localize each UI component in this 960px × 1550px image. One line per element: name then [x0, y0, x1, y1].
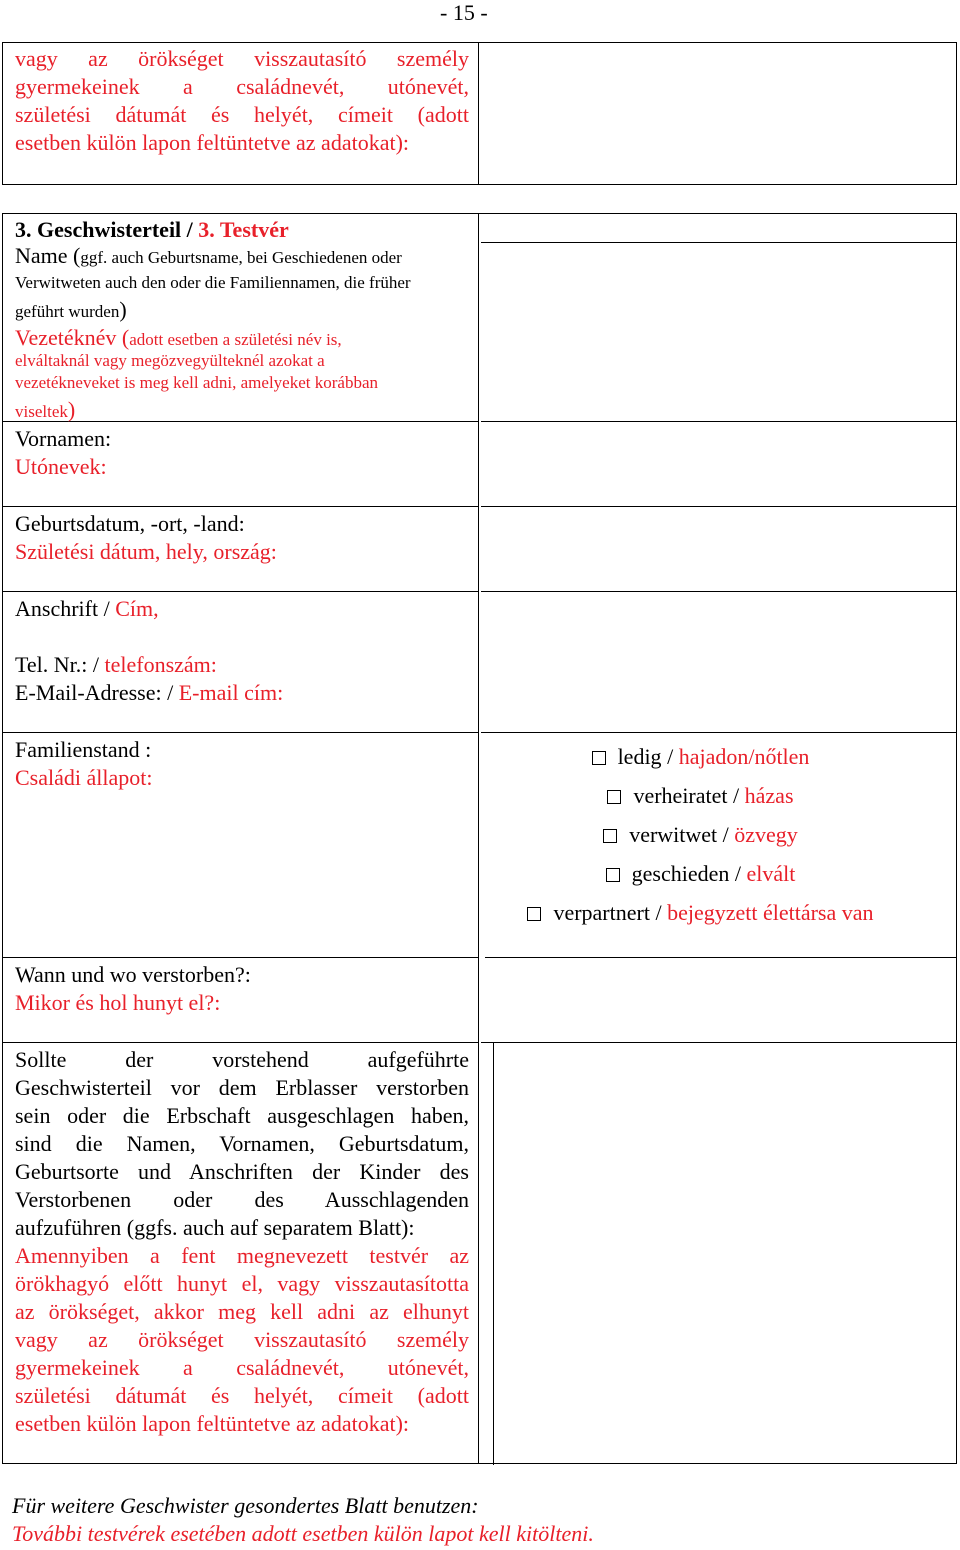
option-de: geschieden — [631, 861, 730, 886]
option-sep: / — [649, 900, 668, 925]
name-note-hu-3: vezetékneveket is meg kell adni, amelyeket korábban — [15, 373, 378, 392]
name-note-hu-4-row — [15, 396, 75, 424]
status-options-cell — [485, 733, 956, 958]
tel-de: Tel. Nr.: / — [15, 652, 105, 677]
sibling-heading — [15, 216, 289, 244]
heading-hu: 3. Testvér — [198, 217, 289, 242]
firstname-de: Vornamen: — [15, 426, 112, 451]
checkbox-icon[interactable] — [527, 907, 541, 921]
status-option-single[interactable] — [485, 743, 916, 771]
address-hu: Cím, — [115, 596, 159, 621]
address-de: Anschrift / — [15, 596, 116, 621]
option-de: verpartnert — [553, 900, 650, 925]
children-de-line: sein oder die Erbschaft ausgeschlagen haben, — [15, 1103, 469, 1128]
children-text — [15, 1046, 469, 1438]
children-hu-line: örökhagyó előtt hunyt el, vagy visszautasította — [15, 1271, 469, 1296]
checkbox-icon[interactable] — [607, 790, 621, 804]
status-option-married[interactable] — [485, 782, 916, 810]
firstname-cell — [3, 422, 478, 507]
name-input-cell[interactable] — [481, 214, 956, 243]
status-option-widowed[interactable] — [485, 821, 916, 849]
option-de: verheiratet — [633, 783, 728, 808]
page-number: - 15 - — [440, 0, 488, 25]
option-hu: házas — [744, 783, 794, 808]
children-hu-line: születési dátumát és helyét, címeit (adott — [15, 1383, 469, 1408]
name-label-hu: Vezetéknév ( — [15, 325, 130, 350]
children-hu-line: gyermekeinek a családnevét, utónevét, — [15, 1355, 469, 1380]
death-cell — [3, 958, 478, 1043]
top-line: esetben külön lapon feltüntetve az adatokat): — [15, 130, 410, 155]
name-note-hu-1: adott esetben a születési név is, — [129, 330, 342, 349]
children-de-line: Sollte der vorstehend aufgeführte — [15, 1047, 469, 1072]
name-note-hu-4: viseltek — [15, 402, 68, 421]
top-right-cell[interactable] — [481, 43, 956, 184]
heading-sep: / — [181, 217, 199, 242]
option-sep: / — [717, 822, 735, 847]
name-note-de-3-row — [15, 296, 127, 324]
status-cell — [3, 733, 478, 958]
footer-note-hu: További testvérek esetében adott esetben külön lapot kell kitölteni. — [12, 1521, 594, 1546]
top-block-text — [15, 45, 469, 157]
children-de-line: Verstorbenen oder des Ausschlagenden — [15, 1187, 469, 1212]
children-hu-line: vagy az örökséget visszautasító személy — [15, 1327, 469, 1352]
sibling-table — [2, 213, 957, 1464]
email-de: E-Mail-Adresse: / — [15, 680, 179, 705]
children-hu-line: az örökséget, akkor meg kell adni az elhunyt — [15, 1299, 469, 1324]
children-de-line: Geburtsorte und Anschriften der Kinder des — [15, 1159, 469, 1184]
children-hu-line: Amennyiben a fent megnevezett testvér az — [15, 1243, 469, 1268]
death-de: Wann und wo verstorben?: — [15, 962, 251, 987]
heading-de: 3. Geschwisterteil — [15, 217, 182, 242]
checkbox-icon[interactable] — [606, 868, 620, 882]
death-input-cell[interactable] — [481, 958, 956, 1043]
sibling-left-column — [3, 214, 479, 1463]
status-de: Familienstand : — [15, 737, 152, 762]
name-value-cell[interactable] — [481, 243, 956, 422]
top-line: születési dátumát és helyét, címeit (adott — [15, 102, 469, 127]
status-option-divorced[interactable] — [485, 860, 916, 888]
firstname-input-cell[interactable] — [481, 422, 956, 507]
top-line: gyermekeinek a családnevét, utónevét, — [15, 74, 469, 99]
option-sep: / — [661, 744, 679, 769]
name-close-hu: ) — [67, 397, 76, 422]
status-option-partnered[interactable] — [485, 899, 916, 927]
option-hu: bejegyzett élettársa van — [667, 900, 874, 925]
top-continuation-table — [2, 42, 957, 185]
option-hu: hajadon/nőtlen — [678, 744, 810, 769]
children-input-cell[interactable] — [493, 1043, 956, 1465]
top-line: vagy az örökséget visszautasító személy — [15, 46, 469, 71]
email-label — [15, 679, 283, 707]
children-hu-line: esetben külön lapon feltüntetve az adatokat): — [15, 1411, 410, 1436]
birth-hu: Születési dátum, hely, ország: — [15, 539, 277, 564]
option-de: verwitwet — [629, 822, 718, 847]
footer-note-de: Für weitere Geschwister gesondertes Blatt benutzen: — [12, 1493, 479, 1518]
birth-cell — [3, 507, 478, 592]
tel-hu: telefonszám: — [104, 652, 217, 677]
firstname-hu: Utónevek: — [15, 454, 107, 479]
option-sep: / — [729, 861, 747, 886]
birth-de: Geburtsdatum, -ort, -land: — [15, 511, 245, 536]
children-de-line: aufzuführen (ggfs. auch auf separatem Blatt): — [15, 1215, 415, 1240]
death-hu: Mikor és hol hunyt el?: — [15, 990, 221, 1015]
name-label-text: Name ( — [15, 243, 81, 268]
tel-label — [15, 651, 217, 679]
children-de-line: Geschwisterteil vor dem Erblasser verstorben — [15, 1075, 469, 1100]
address-label — [15, 595, 159, 623]
option-de: ledig — [617, 744, 662, 769]
top-left-cell — [3, 43, 479, 184]
children-de-line: sind die Namen, Vornamen, Geburtsdatum, — [15, 1131, 469, 1156]
address-cell — [3, 592, 478, 733]
address-input-cell[interactable] — [481, 592, 956, 733]
name-note-de-3: geführt wurden — [15, 302, 120, 321]
name-cell — [3, 214, 478, 422]
option-sep: / — [727, 783, 745, 808]
name-note: ggf. auch Geburtsname, bei Geschiedenen oder — [80, 248, 402, 267]
name-note-hu-2: elváltaknál vagy megözvegyülteknél azokat a — [15, 351, 325, 370]
email-hu: E-mail cím: — [178, 680, 284, 705]
checkbox-icon[interactable] — [592, 751, 606, 765]
status-hu: Családi állapot: — [15, 765, 153, 790]
option-hu: özvegy — [734, 822, 798, 847]
birth-input-cell[interactable] — [481, 507, 956, 592]
name-close: ) — [119, 297, 127, 322]
name-label-hu-row — [15, 324, 342, 352]
name-label-de — [15, 244, 402, 269]
children-cell — [3, 1043, 478, 1465]
name-note-de-2: Verwitweten auch den oder die Familiennamen, die früher — [15, 273, 411, 292]
checkbox-icon[interactable] — [603, 829, 617, 843]
option-hu: elvált — [746, 861, 796, 886]
